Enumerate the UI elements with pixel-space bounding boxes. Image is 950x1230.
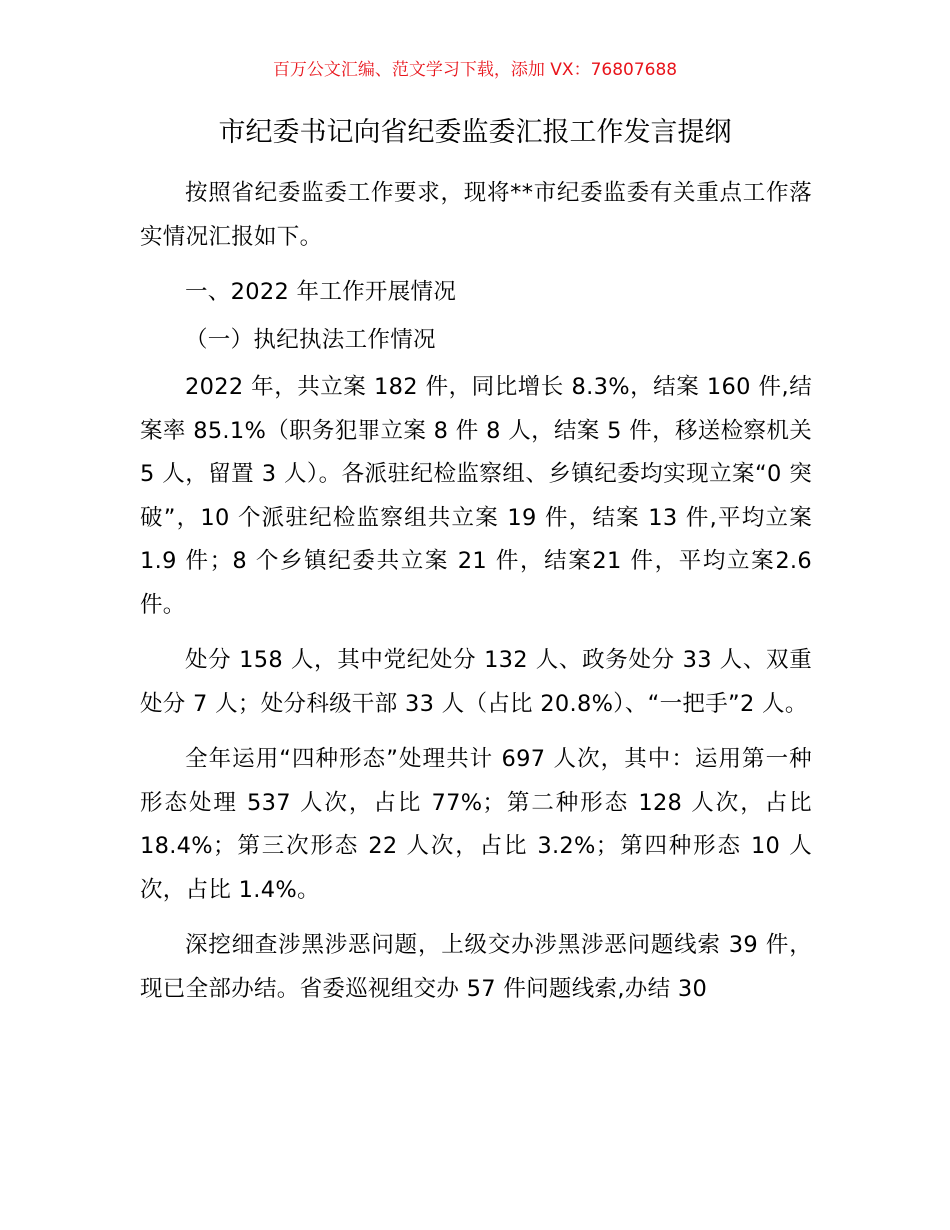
subsection-heading: （一）执纪执法工作情况	[185, 326, 436, 353]
four-forms-paragraph: 全年运用“四种形态”处理共计 697 人次，其中：运用第一种形态处理 537 人次，占比 77%；第二种形态 128 人次，占比 18.4%；第三次形态 22 人次，占比 3.2%；第四种形态 10 人次，占比 1.4%。	[140, 746, 812, 903]
case-statistics-paragraph: 2022 年，共立案 182 件，同比增长 8.3%，结案 160 件,结案率 85.1%（职务犯罪立案 8 件 8 人，结案 5 件，移送检察机关 5 人，留置 3 人）。各派驻纪检监察组、乡镇纪委均实现立案“0 突破”，10 个派驻纪检监察组共立案 19 件，结案 13 件,平均立案 1.9 件；8 个乡镇纪委共立案 21 件，结案21 件，平均立案2.6 件。	[140, 374, 812, 618]
gang-crime-paragraph: 深挖细查涉黑涉恶问题，上级交办涉黑涉恶问题线索 39 件，现已全部办结。省委巡视组交办 57 件问题线索,办结 30	[140, 932, 812, 1002]
disciplinary-actions-paragraph: 处分 158 人，其中党纪处分 132 人、政务处分 33 人、双重处分 7 人；处分科级干部 33 人（占比 20.8%）、“一把手”2 人。	[140, 647, 812, 717]
section-heading: 一、2022 年工作开展情况	[185, 279, 457, 305]
document-title: 市纪委书记向省纪委监委汇报工作发言提纲	[218, 117, 732, 148]
document-body	[140, 172, 812, 1023]
watermark-banner: 百万公文汇编、范文学习下载，添加 VX：76807688	[272, 60, 678, 80]
intro-paragraph: 按照省纪委监委工作要求，现将**市纪委监委有关重点工作落实情况汇报如下。	[140, 180, 812, 250]
